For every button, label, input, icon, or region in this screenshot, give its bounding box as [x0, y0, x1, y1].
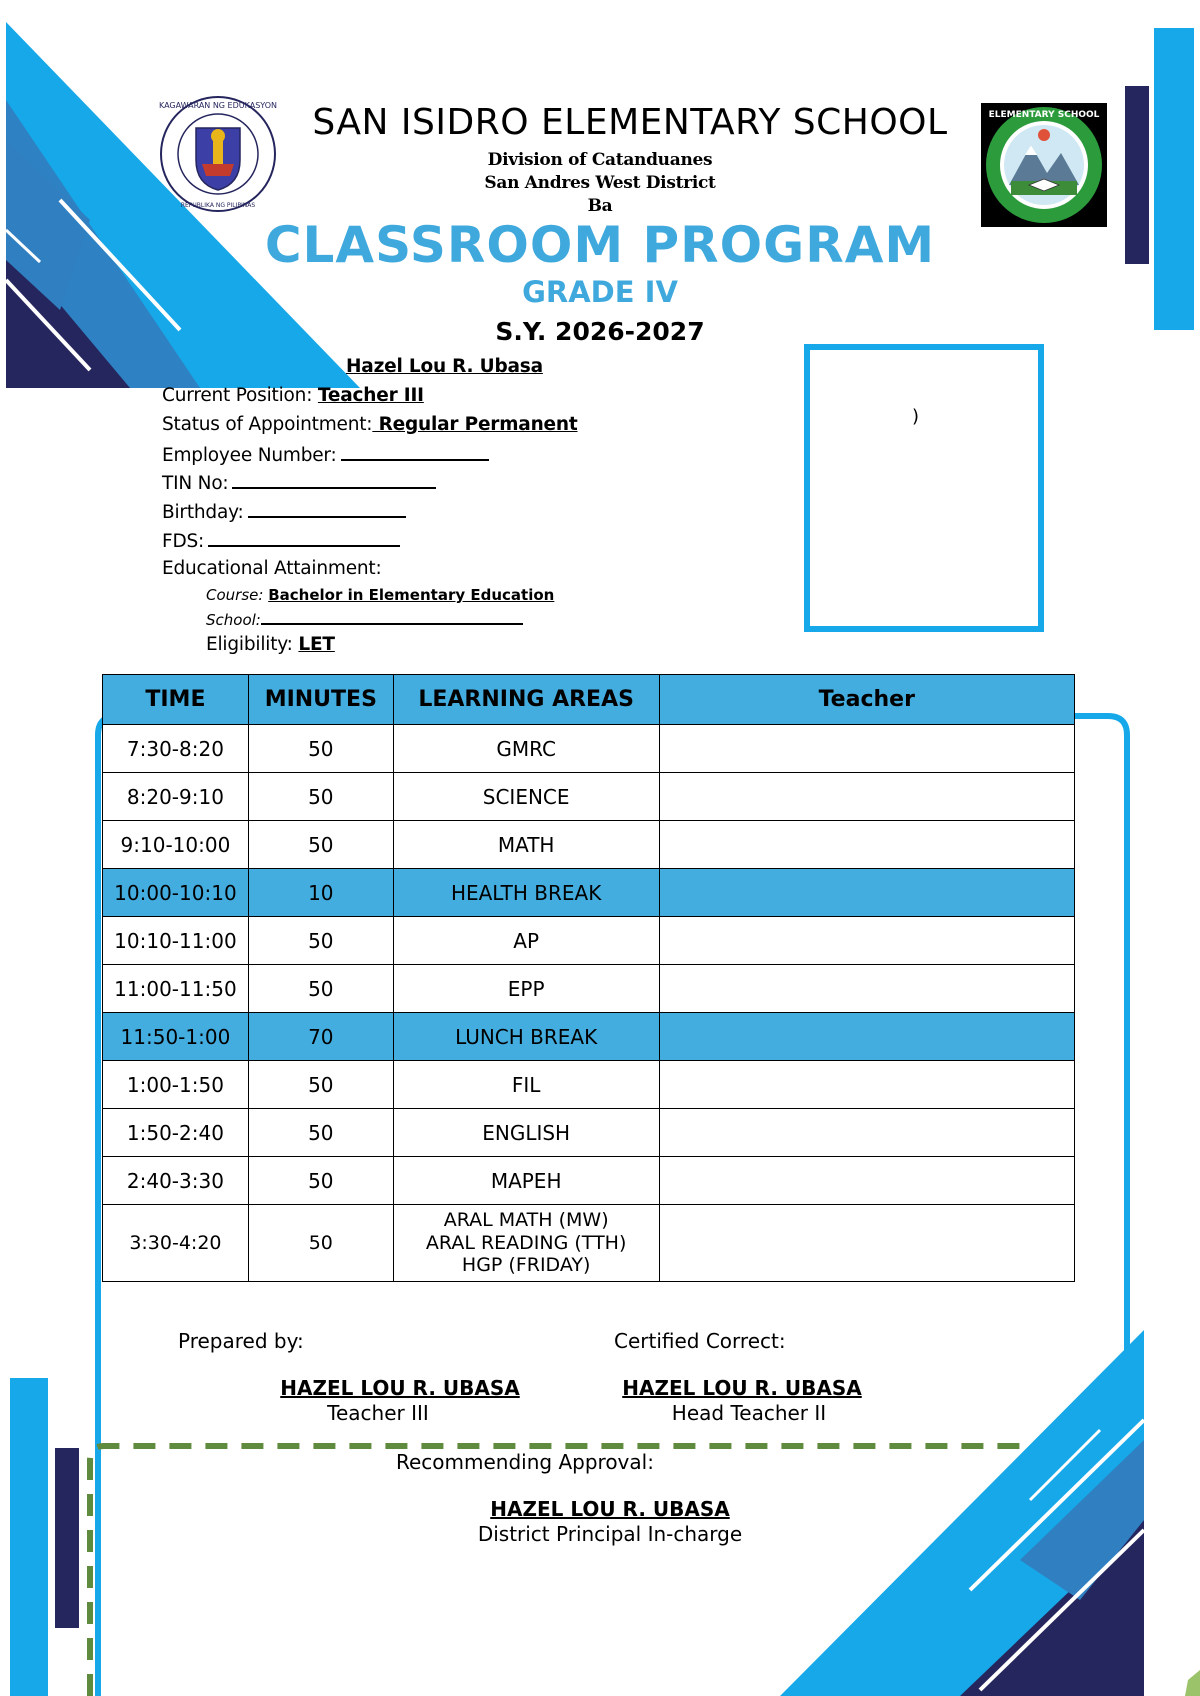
cell-time: 3:30-4:20: [103, 1205, 249, 1282]
cell-time: 10:00-10:10: [103, 869, 249, 917]
table-header-row: [103, 675, 1075, 725]
certified-correct-label: Certified Correct:: [614, 1329, 786, 1353]
table-row: [103, 773, 1075, 821]
cell-area: AP: [393, 917, 659, 965]
table-row: [103, 1061, 1075, 1109]
school-logo: [981, 103, 1107, 227]
course-row: [206, 586, 554, 604]
cell-minutes: 50: [248, 1205, 393, 1282]
cell-area: LUNCH BREAK: [393, 1013, 659, 1061]
recommending-approval-position: District Principal In-charge: [477, 1522, 743, 1546]
cell-time: 1:50-2:40: [103, 1109, 249, 1157]
employee-number-label: Employee Number:: [162, 445, 337, 466]
cell-area: ENGLISH: [393, 1109, 659, 1157]
cell-time: 2:40-3:30: [103, 1157, 249, 1205]
school-label: School:: [206, 611, 261, 629]
cell-teacher: [659, 1109, 1074, 1157]
cell-minutes: 50: [248, 725, 393, 773]
current-position-label: Current Position:: [162, 385, 313, 406]
prepared-by-name: HAZEL LOU R. UBASA: [280, 1376, 520, 1400]
status-row: [162, 414, 578, 435]
fds-blank: [208, 529, 400, 547]
recommending-approval-label: Recommending Approval:: [396, 1450, 654, 1474]
cell-time: 10:10-11:00: [103, 917, 249, 965]
cell-minutes: 70: [248, 1013, 393, 1061]
fds-row: [162, 529, 400, 552]
cell-minutes: 50: [248, 821, 393, 869]
eligibility-value: LET: [298, 634, 335, 655]
cell-area: MAPEH: [393, 1157, 659, 1205]
division-name: Division of Catanduanes: [487, 150, 713, 170]
birthday-blank: [248, 500, 406, 518]
cell-time: 8:20-9:10: [103, 773, 249, 821]
area-line: HGP (FRIDAY): [461, 1254, 591, 1277]
prepared-by-label: Prepared by:: [178, 1329, 304, 1353]
school-name: SAN ISIDRO ELEMENTARY SCHOOL: [312, 102, 948, 143]
cell-time: 11:50-1:00: [103, 1013, 249, 1061]
cell-area: HEALTH BREAK: [393, 869, 659, 917]
cell-minutes: 10: [248, 869, 393, 917]
birthday-label: Birthday:: [162, 502, 244, 523]
current-position-row: [162, 385, 424, 406]
status-label: Status of Appointment:: [162, 414, 373, 435]
cell-teacher: [659, 725, 1074, 773]
certified-correct-name: HAZEL LOU R. UBASA: [622, 1376, 862, 1400]
cell-time: 1:00-1:50: [103, 1061, 249, 1109]
cell-area: GMRC: [393, 725, 659, 773]
cell-area: SCIENCE: [393, 773, 659, 821]
table-row-break: [103, 1013, 1075, 1061]
current-position-value: Teacher III: [317, 385, 424, 406]
table-row: [103, 821, 1075, 869]
header-time: TIME: [103, 675, 249, 725]
cell-teacher: [659, 869, 1074, 917]
document-title: CLASSROOM PROGRAM: [264, 216, 936, 274]
cell-teacher: [659, 917, 1074, 965]
birthday-row: [162, 500, 406, 523]
cell-time: 9:10-10:00: [103, 821, 249, 869]
cell-area: EPP: [393, 965, 659, 1013]
tin-row: [162, 471, 436, 494]
eligibility-row: [206, 634, 335, 655]
school-row: [206, 609, 523, 629]
grade-level: GRADE IV: [522, 275, 678, 309]
prepared-by-position: Teacher III: [327, 1401, 429, 1425]
area-line: ARAL READING (TTH): [425, 1231, 627, 1254]
seal-text-bottom: REPUBLIKA NG PILIPINAS: [180, 202, 256, 209]
cell-minutes: 50: [248, 1157, 393, 1205]
header-extra-text: Ba: [587, 196, 613, 216]
table-row: [103, 1109, 1075, 1157]
certified-correct-position: Head Teacher II: [671, 1401, 827, 1425]
deped-seal-logo: [158, 94, 278, 214]
cell-minutes: 50: [248, 773, 393, 821]
eligibility-label: Eligibility:: [206, 634, 293, 655]
schedule-table: [102, 674, 1075, 1282]
school-blank: [261, 609, 523, 625]
employee-number-row: [162, 443, 489, 466]
tin-blank: [232, 471, 436, 489]
cell-area: MATH: [393, 821, 659, 869]
table-row: [103, 917, 1075, 965]
cell-minutes: 50: [248, 1109, 393, 1157]
cell-teacher: [659, 965, 1074, 1013]
cell-minutes: 50: [248, 1061, 393, 1109]
cell-teacher: [659, 1061, 1074, 1109]
cell-teacher: [659, 773, 1074, 821]
cell-area: FIL: [393, 1061, 659, 1109]
cell-minutes: 50: [248, 965, 393, 1013]
seal-text-top: KAGAWARAN NG EDUKASYON: [158, 101, 278, 110]
cell-area-multiline: [393, 1205, 659, 1282]
header-minutes: MINUTES: [248, 675, 393, 725]
table-row-break: [103, 869, 1075, 917]
school-logo-text: ELEMENTARY SCHOOL: [988, 110, 1100, 120]
cell-minutes: 50: [248, 917, 393, 965]
table-row: [103, 725, 1075, 773]
cell-teacher: [659, 1205, 1074, 1282]
school-year: S.Y. 2026-2027: [495, 317, 705, 346]
cell-teacher: [659, 821, 1074, 869]
header-learning-areas: LEARNING AREAS: [393, 675, 659, 725]
course-label: Course:: [206, 586, 264, 604]
course-value: Bachelor in Elementary Education: [268, 586, 555, 604]
area-line: ARAL MATH (MW): [443, 1208, 609, 1231]
cell-teacher: [659, 1013, 1074, 1061]
table-row: [103, 965, 1075, 1013]
employee-number-blank: [341, 443, 489, 461]
status-value: Regular Permanent: [372, 414, 578, 435]
photo-placeholder: [804, 344, 1044, 632]
table-row-last: [103, 1205, 1075, 1282]
recommending-approval-name: HAZEL LOU R. UBASA: [490, 1497, 730, 1521]
cell-time: 7:30-8:20: [103, 725, 249, 773]
teacher-name: Hazel Lou R. Ubasa: [346, 356, 543, 377]
photo-text: ): [912, 406, 920, 427]
header-teacher: Teacher: [659, 675, 1074, 725]
cell-time: 11:00-11:50: [103, 965, 249, 1013]
education-label: Educational Attainment:: [162, 558, 382, 579]
tin-label: TIN No:: [162, 473, 229, 494]
fds-label: FDS:: [162, 531, 205, 552]
table-row: [103, 1157, 1075, 1205]
cell-teacher: [659, 1157, 1074, 1205]
district-name: San Andres West District: [484, 173, 716, 193]
